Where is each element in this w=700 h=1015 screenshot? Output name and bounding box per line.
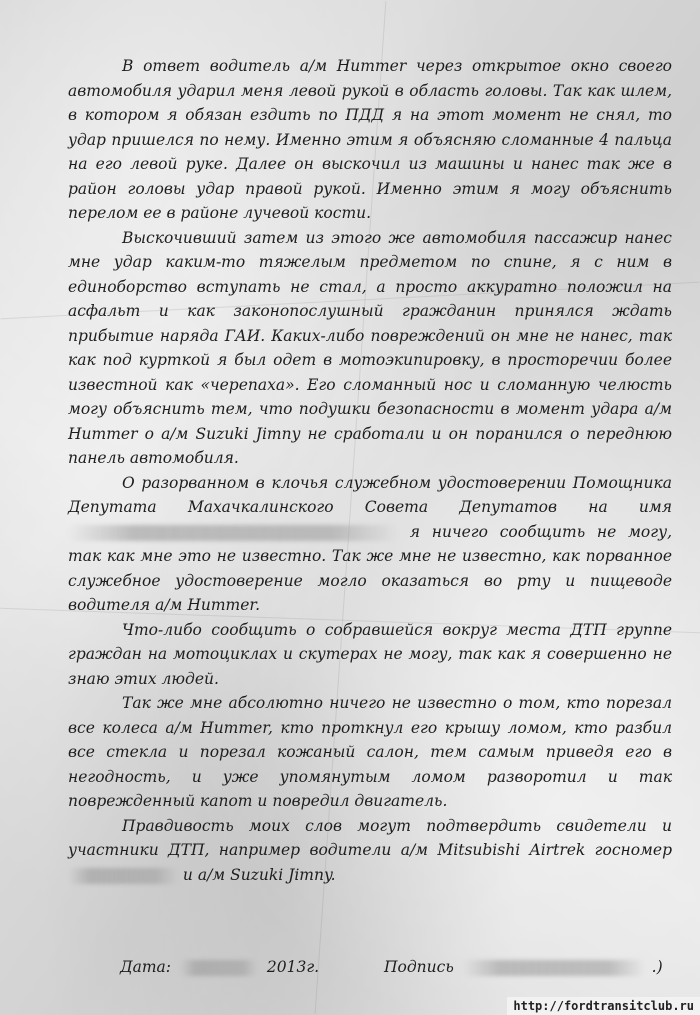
- redacted-date: [180, 960, 258, 976]
- signature-label: Подпись: [384, 958, 454, 976]
- watermark-url: http://fordtransitclub.ru: [507, 997, 700, 1015]
- paragraph: [68, 471, 672, 618]
- signature-footer: [120, 958, 680, 984]
- signature-block: [384, 958, 663, 976]
- paragraph: [68, 814, 672, 888]
- paragraph: [68, 691, 672, 814]
- paragraph-text: Так же мне абсолютно ничего не известно о том, кто порезал все колеса а/м Hummer, кто проткнул его крышу ломом, кто разбил все стекла и порезал кожаный салон, тем самым приведя его в негодность, и уже упомянутым ломом разворотил и так поврежденный капот и повредил двигатель.: [68, 694, 672, 810]
- redacted-text: [68, 868, 178, 884]
- paragraph-text: О разорванном в клочья служебном удостоверении Помощника Депутата Махачкалинского Совета Депутатов на имя: [68, 473, 672, 516]
- redacted-signature: [463, 960, 645, 976]
- date-year: 2013г.: [266, 958, 320, 976]
- date-block: [120, 958, 319, 976]
- paragraph: [68, 54, 672, 226]
- paragraph-text: Правдивость моих слов могут подтвердить свидетели и участники ДТП, например водители а/м Mitsubishi Airtrek госномер: [68, 816, 672, 859]
- statement-text: [68, 54, 672, 887]
- paragraph-text: В ответ водитель а/м Hummer через открытое окно своего автомобиля ударил меня левой рукой в область головы. Так как шлем, в котором я обязан ездить по ПДД я на этот момент не снял, то удар пришелся по нему. Именно этим я объясняю сломанные 4 пальца на его левой руке. Далее он выскочил из машины и нанес так же в район головы удар правой рукой. Именно этим я могу объяснить перелом ее в районе лучевой кости.: [68, 57, 672, 222]
- paragraph-text: я ничего сообщить не могу, так как мне это не известно. Так же мне не известно, как порванное служебное удостоверение могло оказаться во рту и пищеводе водителя а/м Hummer.: [68, 522, 672, 614]
- paragraph-text: Что-либо сообщить о собравшейся вокруг места ДТП группе граждан на мотоциклах и скутерах не могу, так как я совершенно не знаю этих людей.: [68, 620, 672, 688]
- paragraph-text: и а/м Suzuki Jimny.: [178, 865, 336, 884]
- paragraph: [68, 618, 672, 692]
- paragraph: [68, 226, 672, 471]
- paragraph-text: Выскочивший затем из этого же автомобиля пассажир нанес мне удар каким-то тяжелым предметом по спине, я с ним в единоборство вступать не стал, а просто аккуратно положил на асфальт и как законопослушный гражданин принялся ждать прибытие наряда ГАИ. Каких-либо повреждений он мне не нанес, так как под курткой я был одет в мотоэкипировку, в просторечии более известной как «черепаха». Его сломанный нос и сломанную челюсть могу объяснить тем, что подушки безопасности в момент удара а/м Hummer о а/м Suzuki Jimny не сработали и он поранился о переднюю панель автомобиля.: [68, 228, 672, 467]
- date-label: Дата:: [120, 958, 172, 976]
- signature-suffix: .): [651, 958, 663, 976]
- redacted-text: [68, 525, 398, 541]
